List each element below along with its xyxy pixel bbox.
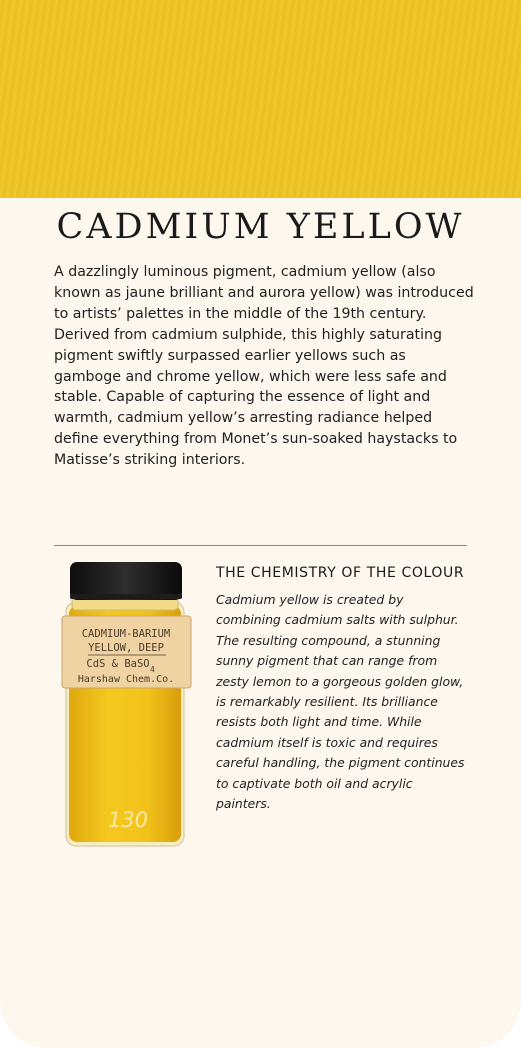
section-body: Cadmium yellow is created by combining cadmium salts with sulphur. The resulting compound, a stunning sunny pigment that can range from zesty lemon to a gorgeous golden glow, is remarkably resilient. Its brilliance resists both light and time. While cadmium itself is toxic and requires careful handling, the pigment continues to captivate both oil and acrylic painters.	[216, 592, 465, 812]
jar-label-line-2: YELLOW, DEEP	[88, 642, 164, 654]
section-heading: THE CHEMISTRY OF THE COLOUR	[216, 565, 465, 581]
section-divider	[54, 545, 467, 546]
jar-cap-rim	[70, 594, 182, 599]
jar-number: 130	[107, 808, 149, 832]
pigment-jar-image	[58, 560, 194, 850]
jar-label-line-4: Harshaw Chem.Co.	[77, 674, 175, 685]
page-title: CADMIUM YELLOW	[56, 207, 465, 247]
jar-label-subscript: 4	[150, 665, 155, 674]
intro-paragraph: A dazzlingly luminous pigment, cadmium yellow (also known as jaune brilliant and aurora yellow) was introduced to artists’ palettes in the middle of the 19th century. Derived from cadmium sulphide, this highly saturating pigment swiftly surpassed earlier yellows such as gamboge and chrome yellow, which were less safe and stable. Capable of capturing the essence of light and warmth, cadmium yellow’s arresting radiance helped define everything from Monet’s sun-soaked haystacks to Matisse’s striking interiors.	[54, 264, 474, 469]
jar-label-line-3: CdS & BaSO	[86, 658, 150, 670]
color-swatch	[0, 0, 521, 198]
jar-label-line-1: CADMIUM-BARIUM	[81, 628, 171, 640]
